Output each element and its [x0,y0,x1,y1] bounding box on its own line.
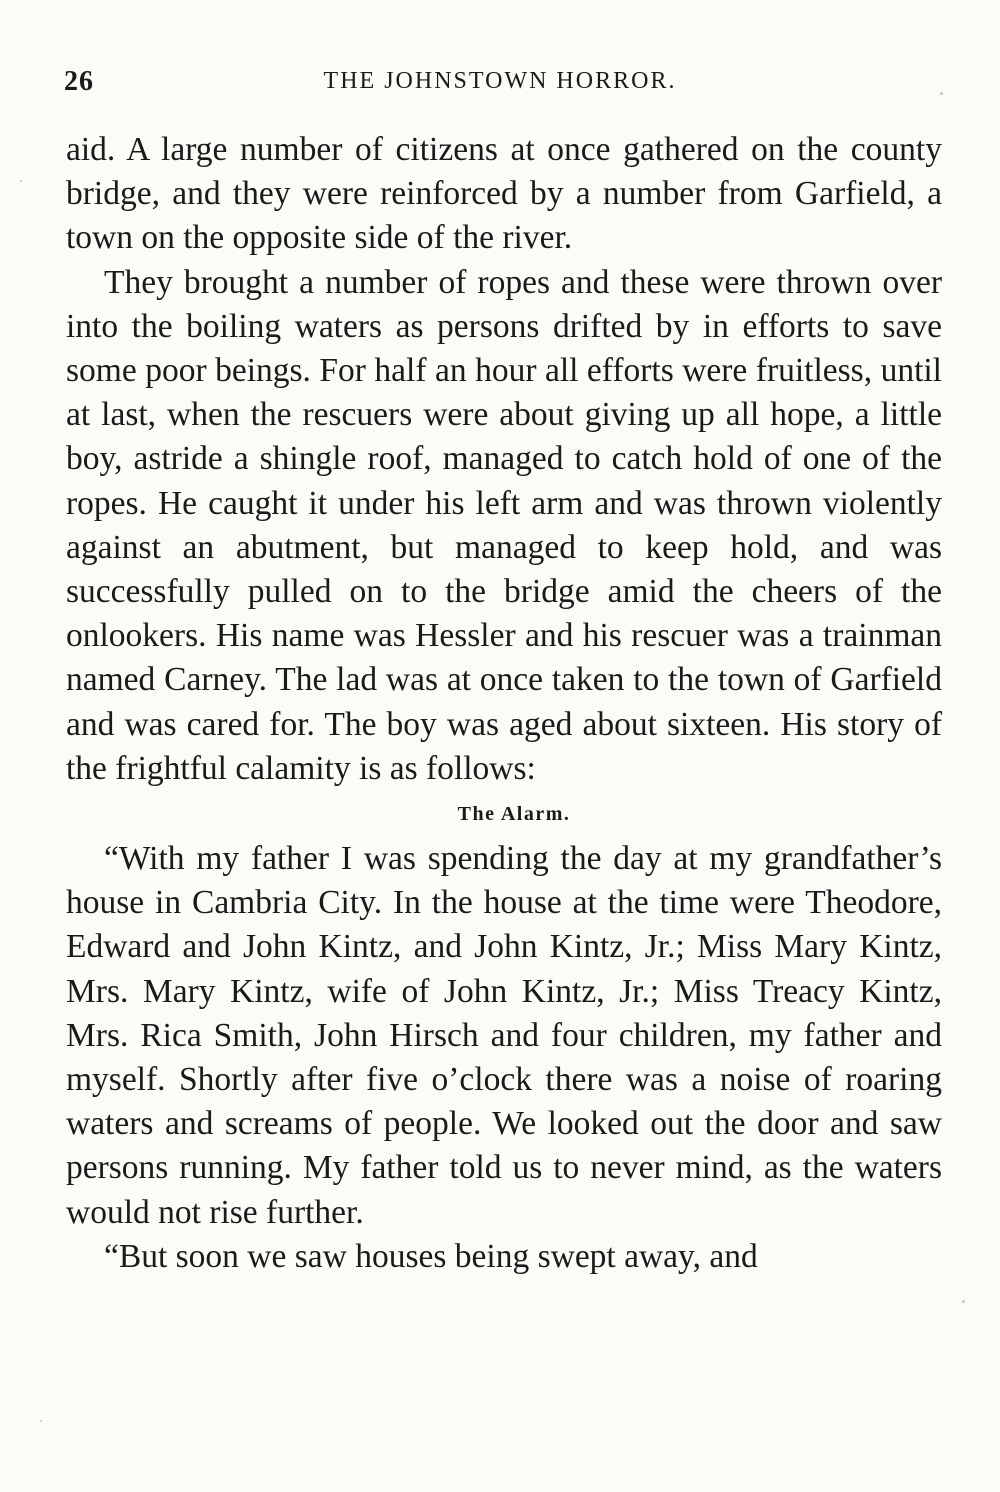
paper-speck [20,180,22,182]
body-text [66,128,942,1279]
page-header [60,66,940,106]
section-heading: The Alarm. [457,803,571,826]
paper-speck [40,1420,42,1422]
paragraph-3: “With my father I was spending the day at my grandfather’s house in Cambria City. In the house at the time were Theodore, Edward and John Kintz, and John Kintz, Jr.; Miss Mary Kintz, Mrs. Mary Kintz, wife of John Kintz, Jr.; Miss Treacy Kintz, Mrs. Rica Smith, John Hirsch and four children, my father and myself. Shortly after five o’clock there was a noise of roaring waters and screams of people. We looked out the door and saw persons running. My father told us to never mind, as the waters would not rise further. [66,840,942,1231]
running-title: THE JOHNSTOWN HORROR. [323,68,677,94]
paragraph-2: They brought a number of ropes and these were thrown over into the boiling waters as persons drifted by in efforts to save some poor beings. For half an hour all efforts were fruitless, until at last, when the rescuers were about giving up all hope, a little boy, astride a shingle roof, managed to catch hold of one of the ropes. He caught it under his left arm and was thrown violently against an abutment, but managed to keep hold, and was successfully pulled on to the bridge amid the cheers of the onlookers. His name was Hessler and his rescuer was a trainman named Carney. The lad was at once taken to the town of Garfield and was cared for. The boy was aged about sixteen. His story of the frightful calamity is as follows: [66,263,942,787]
paper-speck [940,92,943,95]
paper-speck [962,1300,965,1303]
paragraph-1: aid. A large number of citizens at once gathered on the county bridge, and they were reinforced by a number from Garfield, a town on the opposite side of the river. [66,131,942,257]
page-number: 26 [64,66,94,97]
paragraph-4: “But soon we saw houses being swept away, and [104,1237,758,1275]
